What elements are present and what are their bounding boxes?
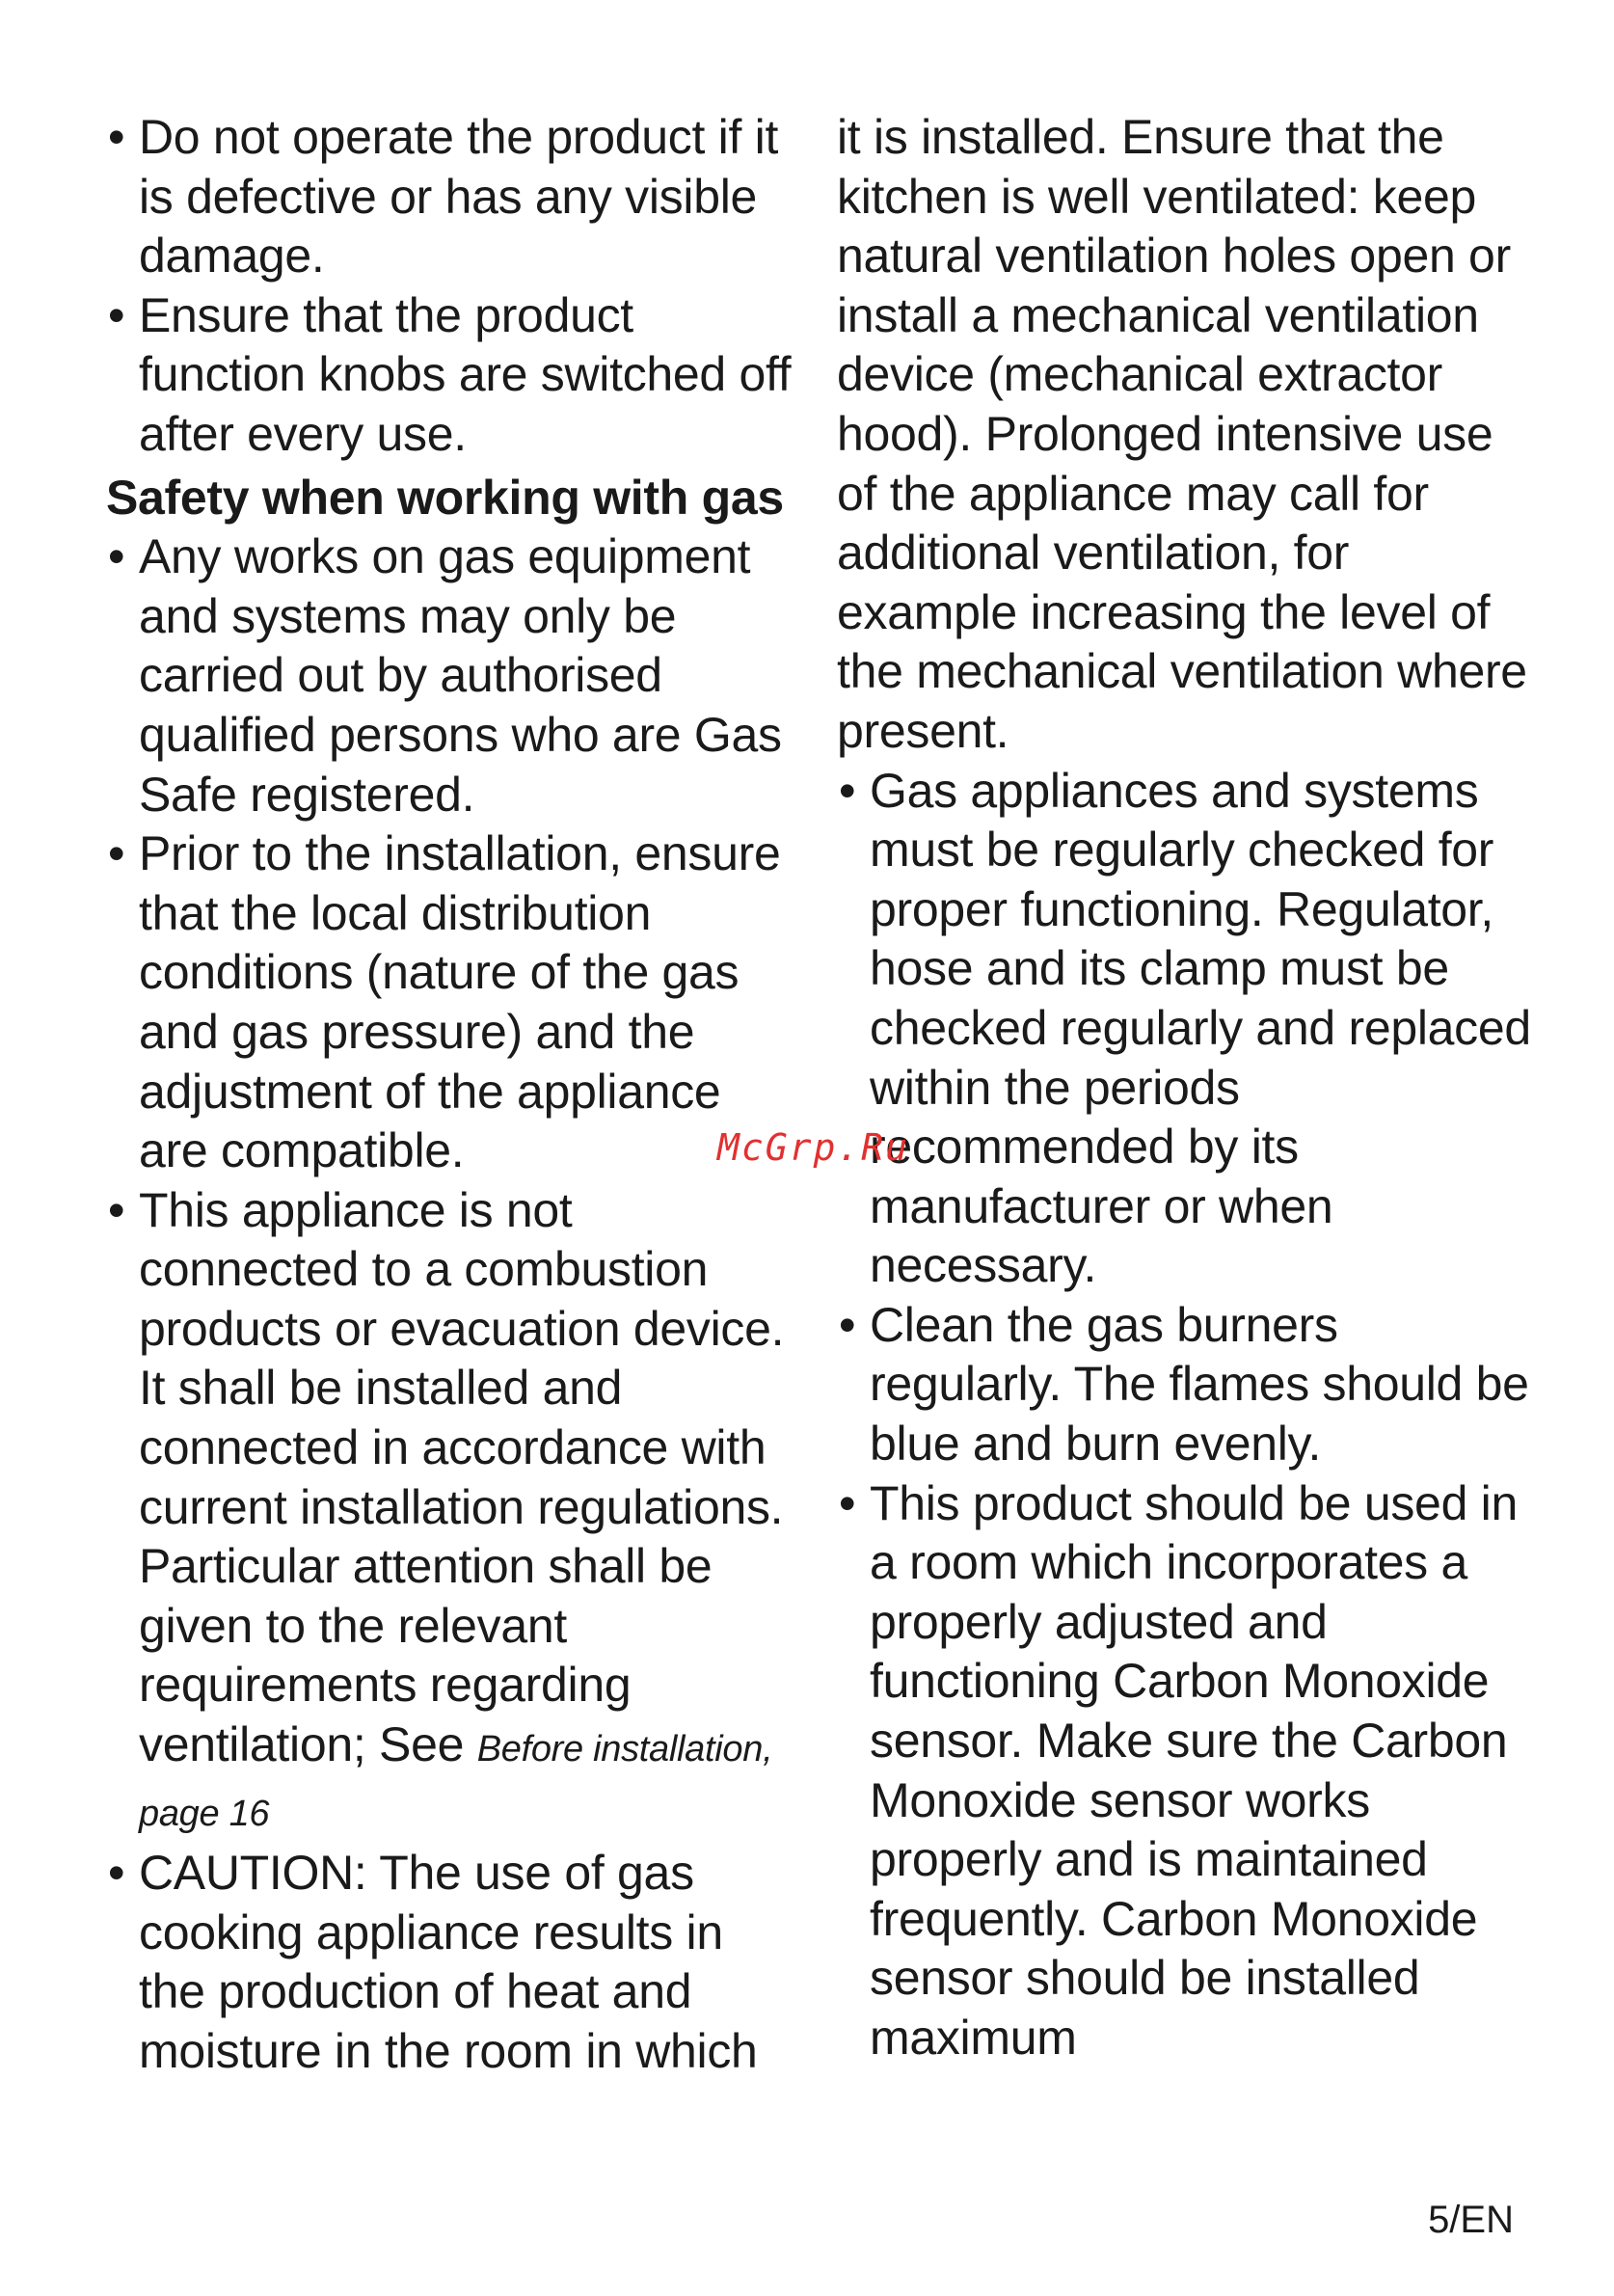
continuation-paragraph: it is installed. Ensure that the kitchen is well ventilated: keep natural ventilation holes open or install a mechanical ventilation device (mechanical extractor hood). Prolonged intensive use of the appliance may call for additional ventilation, for example increasing the level of the mechanical ventilation where present. [837, 110, 1527, 758]
watermark: McGrp.Ru [717, 1126, 910, 1169]
bullet-icon: • [839, 1297, 856, 1352]
section-heading: Safety when working with gas [106, 470, 784, 525]
bullet-item [106, 824, 800, 1181]
bullet-icon: • [108, 1182, 125, 1237]
bullet-text: Any works on gas equipment and systems may only be carried out by authorised qualified persons who are Gas Safe registered. [139, 529, 782, 822]
bullet-item [106, 108, 800, 286]
bullet-text: Do not operate the product if it is defective or has any visible damage. [139, 110, 779, 284]
bullet-item [837, 1296, 1531, 1474]
bullet-icon: • [108, 826, 125, 881]
bullet-icon: • [108, 529, 125, 584]
bullet-item [106, 1844, 800, 2081]
bullet-text: The use of gas cooking appliance results in the production of heat and moisture in the room in which [139, 1846, 758, 2078]
bullet-text: Prior to the installation, ensure that the local distribution conditions (nature of the gas and gas pressure) and the adjustment of the appliance are compatible. [139, 826, 781, 1178]
bullet-text: Clean the gas burners regularly. The flames should be blue and burn evenly. [870, 1297, 1529, 1472]
bullet-icon: • [839, 763, 856, 818]
right-column [837, 108, 1531, 2068]
bullet-item [837, 762, 1531, 1296]
bullet-item [106, 1181, 800, 1845]
bullet-text: This appliance is not connected to a combustion products or evacuation device. It shall be installed and connected in accordance with current installation regulations. Particular attention shall be given to the relevant requirements regarding ventilation; See [139, 1182, 785, 1772]
bullet-item [106, 527, 800, 824]
bullet-icon: • [839, 1475, 856, 1530]
caution-label: CAUTION: [139, 1846, 367, 1901]
bullet-icon: • [108, 110, 125, 164]
bullet-item [837, 1474, 1531, 2068]
left-column [106, 108, 800, 2082]
bullet-text: Ensure that the product function knobs are switched off after every use. [139, 287, 792, 461]
page-number: 5/EN [1428, 2199, 1514, 2241]
page-reference-link[interactable]: Before installation, page 16 [139, 1729, 773, 1834]
bullet-text: Gas appliances and systems must be regularly checked for proper functioning. Regulator, hose and its clamp must be checked regularly and replaced within the periods recommended by its manufacturer or when necessary. [870, 763, 1531, 1293]
bullet-item [106, 286, 800, 465]
bullet-text: This product should be used in a room which incorporates a properly adjusted and functioning Carbon Monoxide sensor. Make sure the Carbon Monoxide sensor works properly and is maintained frequently. Carbon Monoxide sensor should be installed maximum [870, 1475, 1518, 2065]
bullet-icon: • [108, 287, 125, 342]
bullet-icon: • [108, 1846, 125, 1901]
